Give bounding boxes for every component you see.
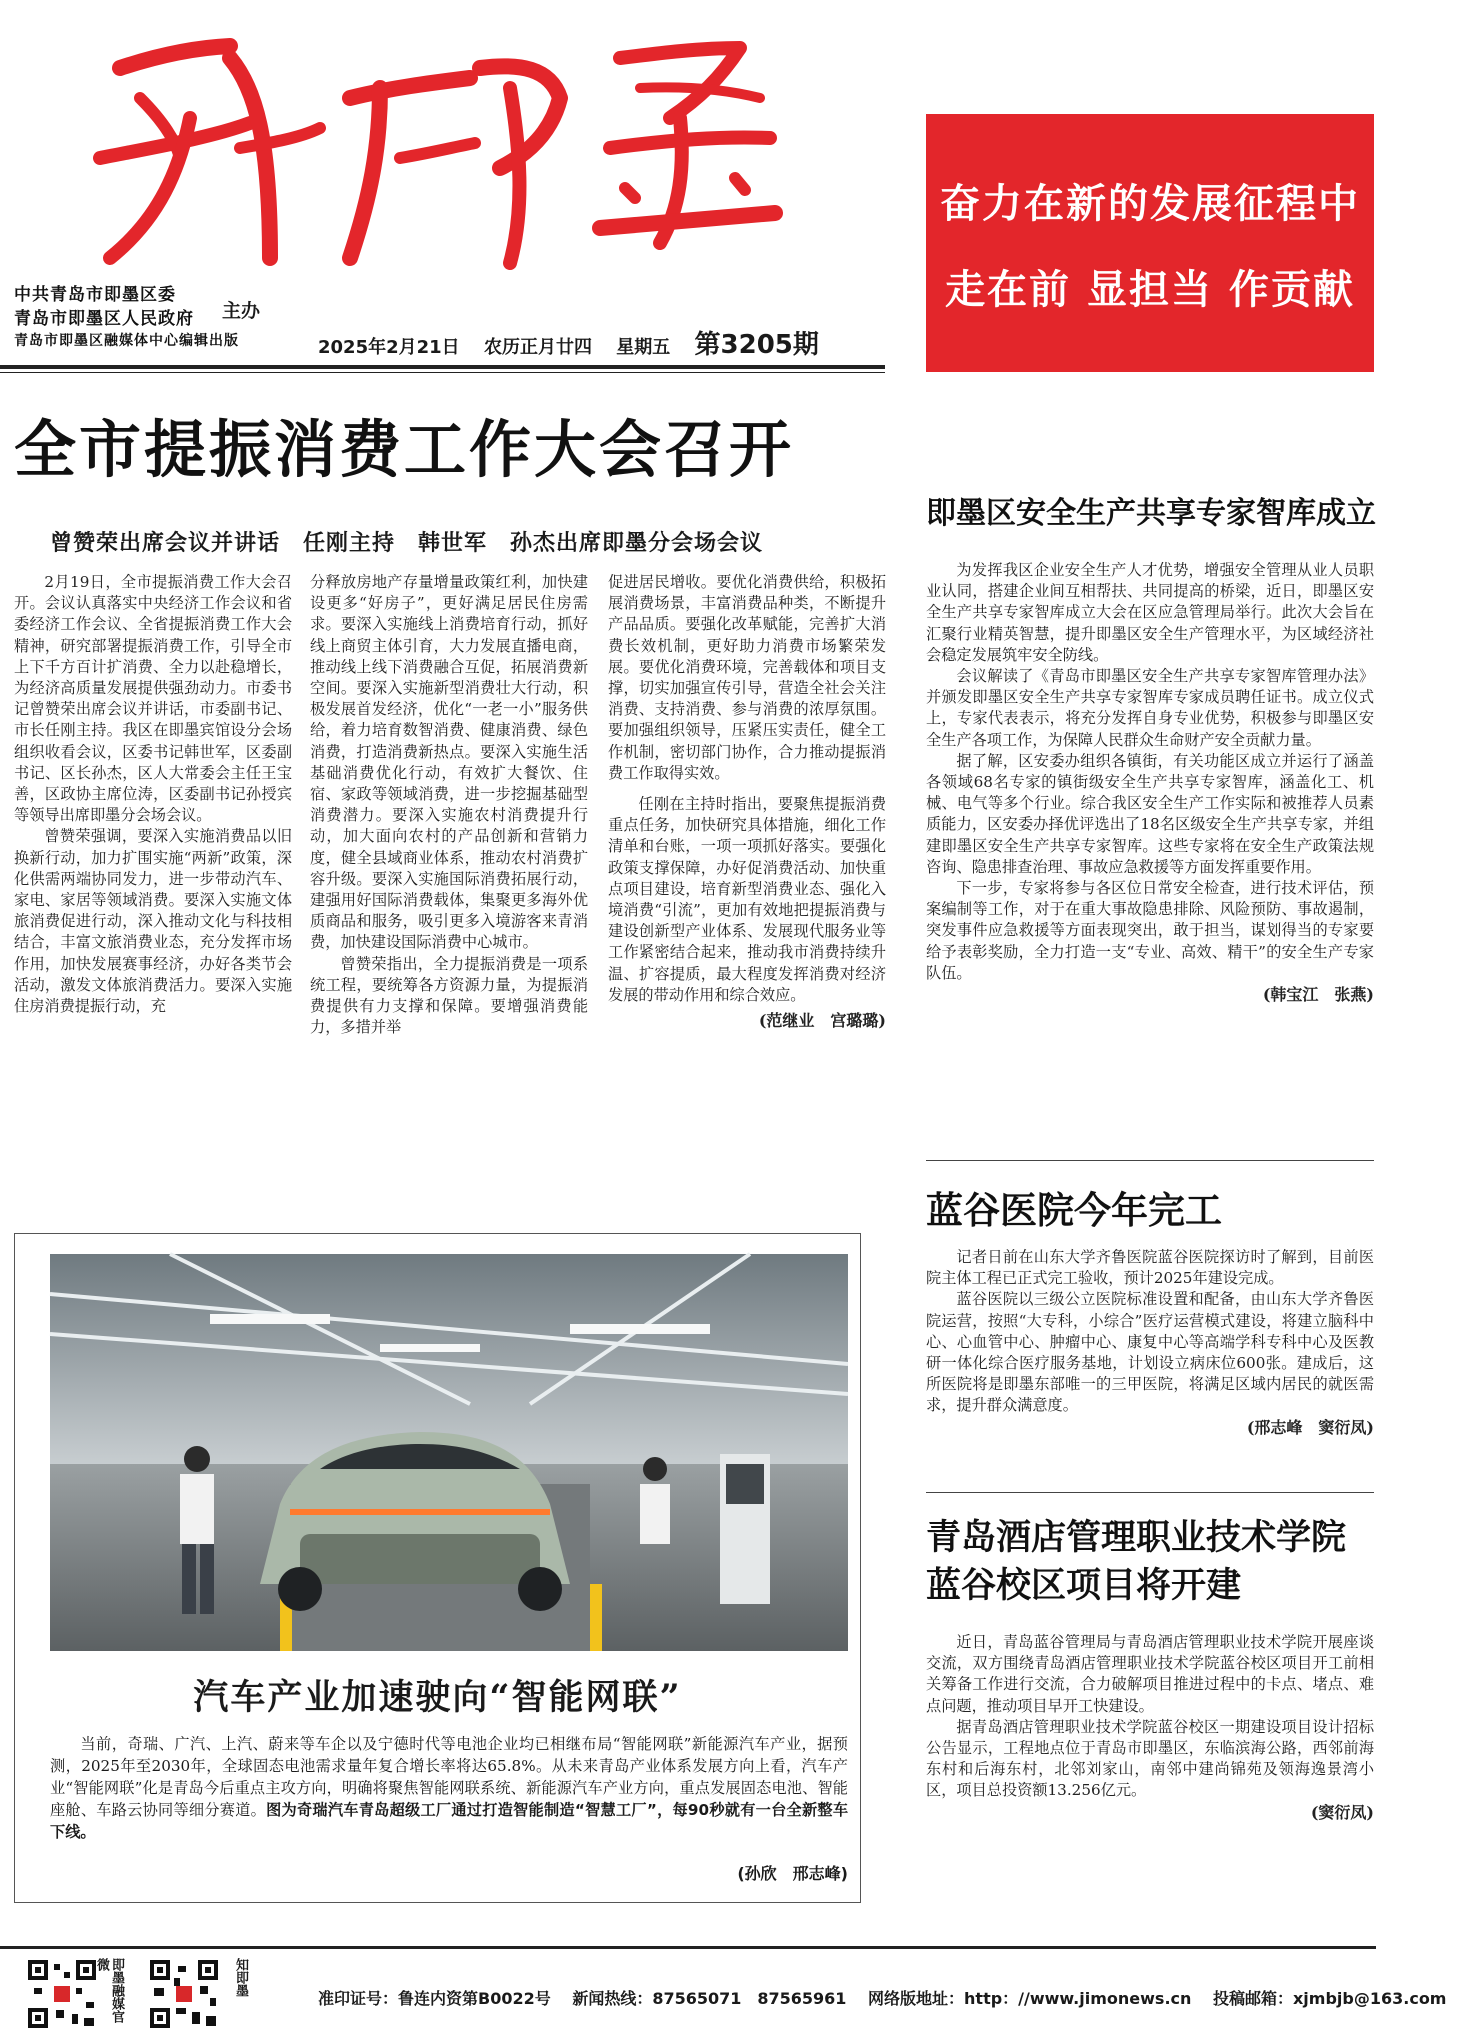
hospital-byline: (邢志峰 窦衍凤) <box>1246 1417 1374 1437</box>
safety-byline: (韩宝江 张燕) <box>1262 985 1374 1005</box>
lead-headline: 全市提振消费工作大会召开 <box>14 413 795 486</box>
lead-paragraph: 曾赞荣指出，全力提振消费是一项系统工程，要统筹各方资源力量，为提振消费提供有力支撑和保障。要增强消费能力，多措并举 <box>310 954 588 1037</box>
photo-story-text <box>50 1733 848 1843</box>
qr-code-icon <box>26 1958 98 2030</box>
license-number: 准印证号：鲁连内资第B0022号 <box>318 1989 551 2008</box>
weekday: 星期五 <box>616 337 671 358</box>
host-label: 主办 <box>222 300 261 322</box>
email-link[interactable]: 投稿邮箱：xjmbjb@163.com <box>1212 1989 1447 2008</box>
masthead-rule <box>0 365 885 369</box>
hospital-headline: 蓝谷医院今年完工 <box>926 1189 1222 1232</box>
lead-column-3 <box>608 572 886 1031</box>
photo-story-body: 当前，奇瑞、广汽、上汽、蔚来等车企以及宁德时代等电池企业均已相继布局“智能网联”新能源汽车产业，据预测，2025年至2030年，全球固态电池需求量年复合增长率将达65.8%。从未来青岛产业体系发展方向上看，汽车产业“智能网联”化是青岛今后重点主攻方向，明确将聚焦智能网联系统、新能源汽车产业方向，重点发展固态电池、智能座舱、车路云协同等细分赛道。 <box>50 1735 848 1819</box>
lead-column-2 <box>310 572 588 1038</box>
lead-paragraph: 2月19日，全市提振消费工作大会召开。会议认真落实中央经济工作会议和省委经济工作会议、全省提振消费工作大会精神，研究部署提振消费工作，引导全市上下千方百计扩消费、全力以赴稳增长，为经济高质量发展提供强劲动力。市委书记曾赞荣出席会议并讲话，市委副书记、市长任刚主持。我区在即墨宾馆设分会场组织收看会议，区委书记韩世军，区委副书记、区长孙杰，区人大常委会主任王宝善，区政协主席位涛，区委副书记孙授宾等领导出席即墨分会场会议。 <box>14 573 292 825</box>
qr1-label: 即墨融媒官微 <box>94 1958 124 2023</box>
safety-paragraph: 据了解，区安委办组织各镇街，有关功能区成立并运行了涵盖各领域68名专家的镇街级安全生产共享专家智库，涵盖化工、机械、电气等多个行业。综合我区安全生产工作实际和被推荐人员素质能力，区安委办择优评选出了18名区级安全生产共享专家，并组建即墨区安全生产共享专家智库。这些专家将在安全生产政策法规咨询、隐患排查治理、事故应急救援等方面发挥重要作用。 <box>926 751 1374 876</box>
lead-paragraph: 促进居民增收。要优化消费供给，积极拓展消费场景，丰富消费品种类，不断提升产品品质。要强化改革赋能，完善扩大消费长效机制，更好助力消费市场繁荣发展。要优化消费环境，完善载体和项目支撑，切实加强宣传引导，营造全社会关注消费、支持消费、参与消费的浓厚氛围。要加强组织领导，压紧压实责任，健全工作机制，密切部门协作，合力推动提振消费工作取得实效。 <box>608 573 886 782</box>
qr-code-icon <box>148 1958 220 2030</box>
photo-story-byline: (孙欣 邢志峰) <box>737 1864 848 1883</box>
college-headline-line-1: 青岛酒店管理职业技术学院 <box>926 1518 1347 1558</box>
lead-paragraph: 分释放房地产存量增量政策红利，加快建设更多“好房子”，更好满足居民住房需求。要深入实施线上消费培育行动，抓好线上商贸主体引育，大力发展直播电商，推动线上线下消费融合互促，拓展消费新空间。要深入实施新型消费壮大行动，积极发展首发经济，优化“一老一小”服务供给，着力培育数智消费、健康消费、绿色消费，打造消费新热点。要深入实施生活基础消费优化行动，有效扩大餐饮、住宿、家政等领域消费，进一步挖掘基础型消费潜力。要深入实施农村消费提升行动，加大面向农村的产品创新和营销力度，健全县域商业体系，推动农村消费扩容升级。要深入实施国际消费拓展行动，建强用好国际消费载体，集聚更多海外优质商品和服务，吸引更多入境游客来青消费，加快建设国际消费中心城市。 <box>310 573 588 952</box>
photo-story-title: 汽车产业加速驶向“智能网联” <box>193 1677 682 1718</box>
hospital-paragraph: 蓝谷医院以三级公立医院标准设置和配备，由山东大学齐鲁医院运营，按照“大专科，小综合”医疗运营模式建设，将建立脑科中心、心血管中心、肿瘤中心、康复中心等高端学科专科中心及医教研一体化综合医疗服务基地，计划设立病床位600张。建成后，这所医院将是即墨东部唯一的三甲医院，将满足区域内居民的就医需求，提升群众满意度。 <box>926 1290 1374 1415</box>
issue-number: 第3205期 <box>694 330 819 360</box>
hospital-body <box>926 1247 1374 1438</box>
car-factory-photo <box>50 1254 848 1651</box>
section-divider <box>926 1160 1374 1161</box>
masthead-rule-thin <box>0 372 885 373</box>
photo-credit: 图为奇瑞汽车青岛超级工厂通过打造智能制造“智慧工厂”，每90秒就有一台全新整车下线。 <box>50 1801 849 1841</box>
lunar-date: 农历正月廿四 <box>483 337 592 358</box>
lead-subheadline: 曾赞荣出席会议并讲话 任刚主持 韩世军 孙杰出席即墨分会场会议 <box>50 530 764 556</box>
safety-headline: 即墨区安全生产共享专家智库成立 <box>926 496 1376 531</box>
website-link[interactable]: 网络版地址：http：//www.jimonews.cn <box>868 1989 1192 2008</box>
publisher-line-2: 青岛市即墨区人民政府 <box>14 309 194 329</box>
college-paragraph: 近日，青岛蓝谷管理局与青岛酒店管理职业技术学院开展座谈交流，双方围绕青岛酒店管理职业技术学院蓝谷校区项目开工前相关筹备工作进行交流，合力破解项目推进过程中的卡点、堵点、难点问题，推动项目早开工快建设。 <box>926 1633 1374 1715</box>
safety-paragraph: 为发挥我区企业安全生产人才优势，增强安全管理从业人员职业认同，搭建企业间互相帮扶、共同提高的桥梁，近日，即墨区安全生产共享专家智库成立大会在区应急管理局举行。此次大会旨在汇聚行业精英智慧，提升即墨区安全生产管理水平，为区域经济社会稳定发展筑牢安全防线。 <box>926 561 1374 664</box>
news-hotline: 新闻热线：87565071 87565961 <box>572 1989 847 2008</box>
safety-body <box>926 560 1374 1005</box>
lead-paragraph: 曾赞荣强调，要深入实施消费品以旧换新行动，加力扩围实施“两新”政策，深化供需两端协同发力，进一步带动汽车、家电、家居等领域消费。要深入实施文体旅消费促进行动，深入推动文化与科技相结合，丰富文旅消费业态，充分发挥市场作用，加快发展赛事经济，办好各类节会活动，激发文体旅消费活力。要深入实施住房消费提振行动，充 <box>14 827 292 1016</box>
college-body <box>926 1632 1374 1823</box>
footer-rule <box>0 1946 1376 1949</box>
lead-byline: (范继业 宫璐璐) <box>758 1011 886 1031</box>
hospital-paragraph: 记者日前在山东大学齐鲁医院蓝谷医院探访时了解到，目前医院主体工程已正式完工验收，预计2025年建设完成。 <box>926 1248 1374 1288</box>
publisher-line-1: 中共青岛市即墨区委 <box>14 285 176 305</box>
masthead-logo <box>80 28 780 278</box>
college-paragraph: 据青岛酒店管理职业技术学院蓝谷校区一期建设项目设计招标公告显示，工程地点位于青岛市即墨区，东临滨海公路，西邻前海东村和后海东村，北邻刘家山，南邻中建尚锦苑及领海逸景湾小区，项目总投资额13.256亿元。 <box>926 1717 1374 1800</box>
qr2-label: 知即墨 <box>233 1958 248 1997</box>
section-divider <box>926 1492 1374 1493</box>
lead-column-1 <box>14 572 292 1017</box>
safety-paragraph: 会议解读了《青岛市即墨区安全生产共享专家智库管理办法》并颁发即墨区安全生产共享专家智库专家成员聘任证书。成立仪式上，专家代表表示，将充分发挥自身专业优势，积极参与即墨区安全生产各项工作，为保障人民群众生命财产安全贡献力量。 <box>926 667 1374 749</box>
publisher-line-3: 青岛市即墨区融媒体中心编辑出版 <box>14 333 239 349</box>
college-byline: (窦衍凤) <box>1310 1802 1374 1822</box>
slogan-box <box>926 114 1374 372</box>
college-headline-line-2: 蓝谷校区项目将开建 <box>926 1566 1242 1606</box>
issue-line <box>318 324 837 361</box>
slogan-line-2: 走在前 显担当 作贡献 <box>945 267 1355 313</box>
footer-info <box>318 1986 1462 2009</box>
slogan-line-1: 奋力在新的发展征程中 <box>940 181 1360 227</box>
issue-date: 2025年2月21日 <box>318 337 460 358</box>
lead-paragraph: 任刚在主持时指出，要聚焦提振消费重点任务，加快研究具体措施，细化工作清单和台账，一项一项抓好落实。要强化政策支撑保障，办好促消费活动、加快重点项目建设，培育新型消费业态、强化入境消费“引流”，更加有效地把提振消费与建设创新型产业体系、发展现代服务业等工作紧密结合起来，推动我市消费持续升温、扩容提质，最大程度发挥消费对经济发展的带动作用和综合效应。 <box>608 795 886 1004</box>
safety-paragraph: 下一步，专家将参与各区位日常安全检查，进行技术评估，预案编制等工作，对于在重大事故隐患排除、风险预防、事故遏制，突发事件应急救援等方面表现突出，敢于担当，谋划得当的专家要给予表彰奖励，全力打造一支“专业、高效、精干”的安全生产专家队伍。 <box>926 879 1374 982</box>
